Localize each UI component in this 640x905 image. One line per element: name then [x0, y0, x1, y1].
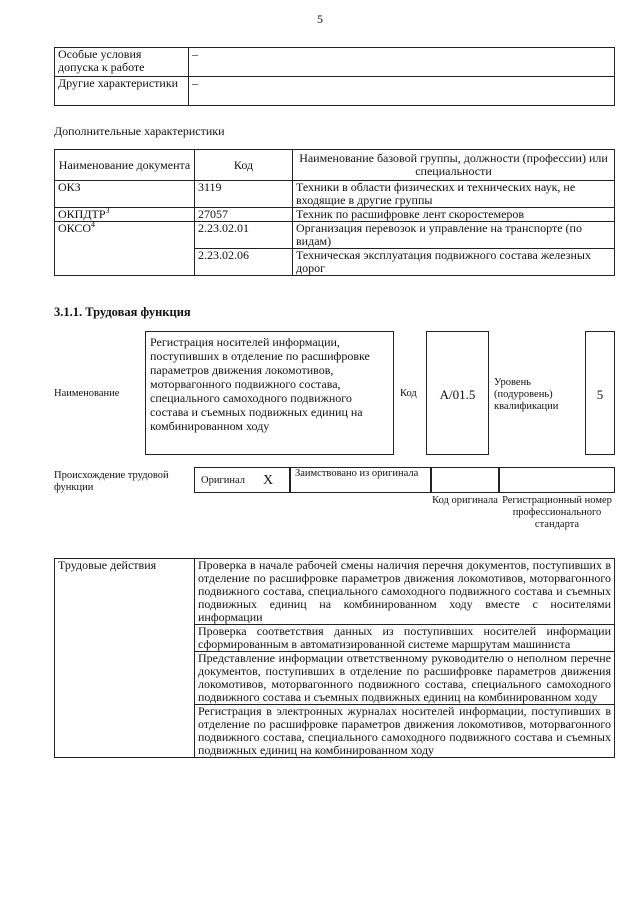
table-row: [55, 222, 615, 249]
page-number: 5: [317, 12, 323, 26]
origin-label: Происхождение трудовой функции: [54, 470, 169, 493]
code-cell: 27057: [195, 208, 293, 222]
section-title: Дополнительные характеристики: [54, 124, 225, 138]
code-caption: Код оригинала: [432, 495, 498, 506]
doc-cell: ОКЗ: [55, 181, 195, 208]
table-row: [55, 208, 615, 222]
original-cell: [194, 467, 290, 493]
original-code-cell: [431, 467, 499, 493]
header-code: Код: [195, 150, 293, 181]
condition-value: –: [189, 48, 615, 77]
reg-number-cell: [499, 467, 615, 493]
function-name: Регистрация носителей информации, поступивших в отделение по расшифровке параметров движения локомотивов, моторвагонного подвижного состава, специального самоходного подвижного состава и съемных подвижных единиц на комбинированном ходу: [145, 331, 394, 455]
actions-label: Трудовые действия: [55, 559, 195, 758]
footnote-mark: 3: [105, 206, 110, 215]
doc-cell: ОКСО$^4$: [55, 222, 195, 276]
doc-cell: ОКПДТР$^3$: [55, 208, 195, 222]
borrowed-cell: Заимствовано из оригинала: [290, 467, 431, 493]
table-row: [55, 48, 615, 77]
additional-table: [54, 149, 615, 276]
actions-table: [54, 558, 615, 758]
original-mark: X: [263, 473, 274, 488]
code-cell: 3119: [195, 181, 293, 208]
table-row: [55, 77, 615, 106]
name-cell: Организация перевозок и управление на транспорте (по видам): [293, 222, 615, 249]
condition-value: –: [189, 77, 615, 106]
function-heading: 3.1.1. Трудовая функция: [54, 305, 191, 319]
condition-label: Особые условия допуска к работе: [55, 48, 189, 77]
header-doc: Наименование документа: [55, 150, 195, 181]
header-name: Наименование базовой группы, должности (профессии) или специальности: [293, 150, 615, 181]
footnote-mark: 4: [91, 220, 96, 229]
code-cell: 2.23.02.06: [195, 249, 293, 276]
level-label: Уровень (подуровень) квалификации: [494, 377, 559, 412]
reg-caption: Регистрационный номер профессионального стандарта: [502, 495, 612, 530]
action-item: Проверка в начале рабочей смены наличия перечня документов, поступивших в отделение по расшифровке параметров движения локомотивов, моторвагонного подвижного состава, специального самоходного подвижного состава и съемных подвижных единиц на комбинированном ходу вместе с носителями информации: [195, 559, 615, 625]
code-label: Код: [400, 388, 417, 399]
original-label: Оригинал: [201, 475, 245, 486]
name-label: Наименование: [54, 388, 120, 399]
function-level: 5: [585, 331, 615, 455]
condition-label: Другие характеристики: [55, 77, 189, 106]
action-item: Проверка соответствия данных из поступивших носителей информации сформированным в автоматизированной системе маршрутам машиниста: [195, 625, 615, 652]
action-item: Представление информации ответственному руководителю о неполном перечне документов, поступивших в отделение по расшифровке параметров движения локомотивов, моторвагонного подвижного состава, специального самоходного подвижного состава и съемных подвижных единиц на комбинированном ходу: [195, 652, 615, 705]
function-code: A/01.5: [426, 331, 489, 455]
table-row: [55, 181, 615, 208]
name-cell: Техники в области физических и технических наук, не входящие в другие группы: [293, 181, 615, 208]
code-cell: 2.23.02.01: [195, 222, 293, 249]
table-row: [55, 559, 615, 625]
table-header-row: [55, 150, 615, 181]
name-cell: Техническая эксплуатация подвижного состава железных дорог: [293, 249, 615, 276]
conditions-table: [54, 47, 615, 106]
name-cell: Техник по расшифровке лент скоростемеров: [293, 208, 615, 222]
action-item: Регистрация в электронных журналах носителей информации, поступивших в отделение по расшифровке параметров движения локомотивов, моторвагонного подвижного состава, специального самоходного подвижного состава и съемных подвижных единиц на комбинированном ходу: [195, 705, 615, 758]
